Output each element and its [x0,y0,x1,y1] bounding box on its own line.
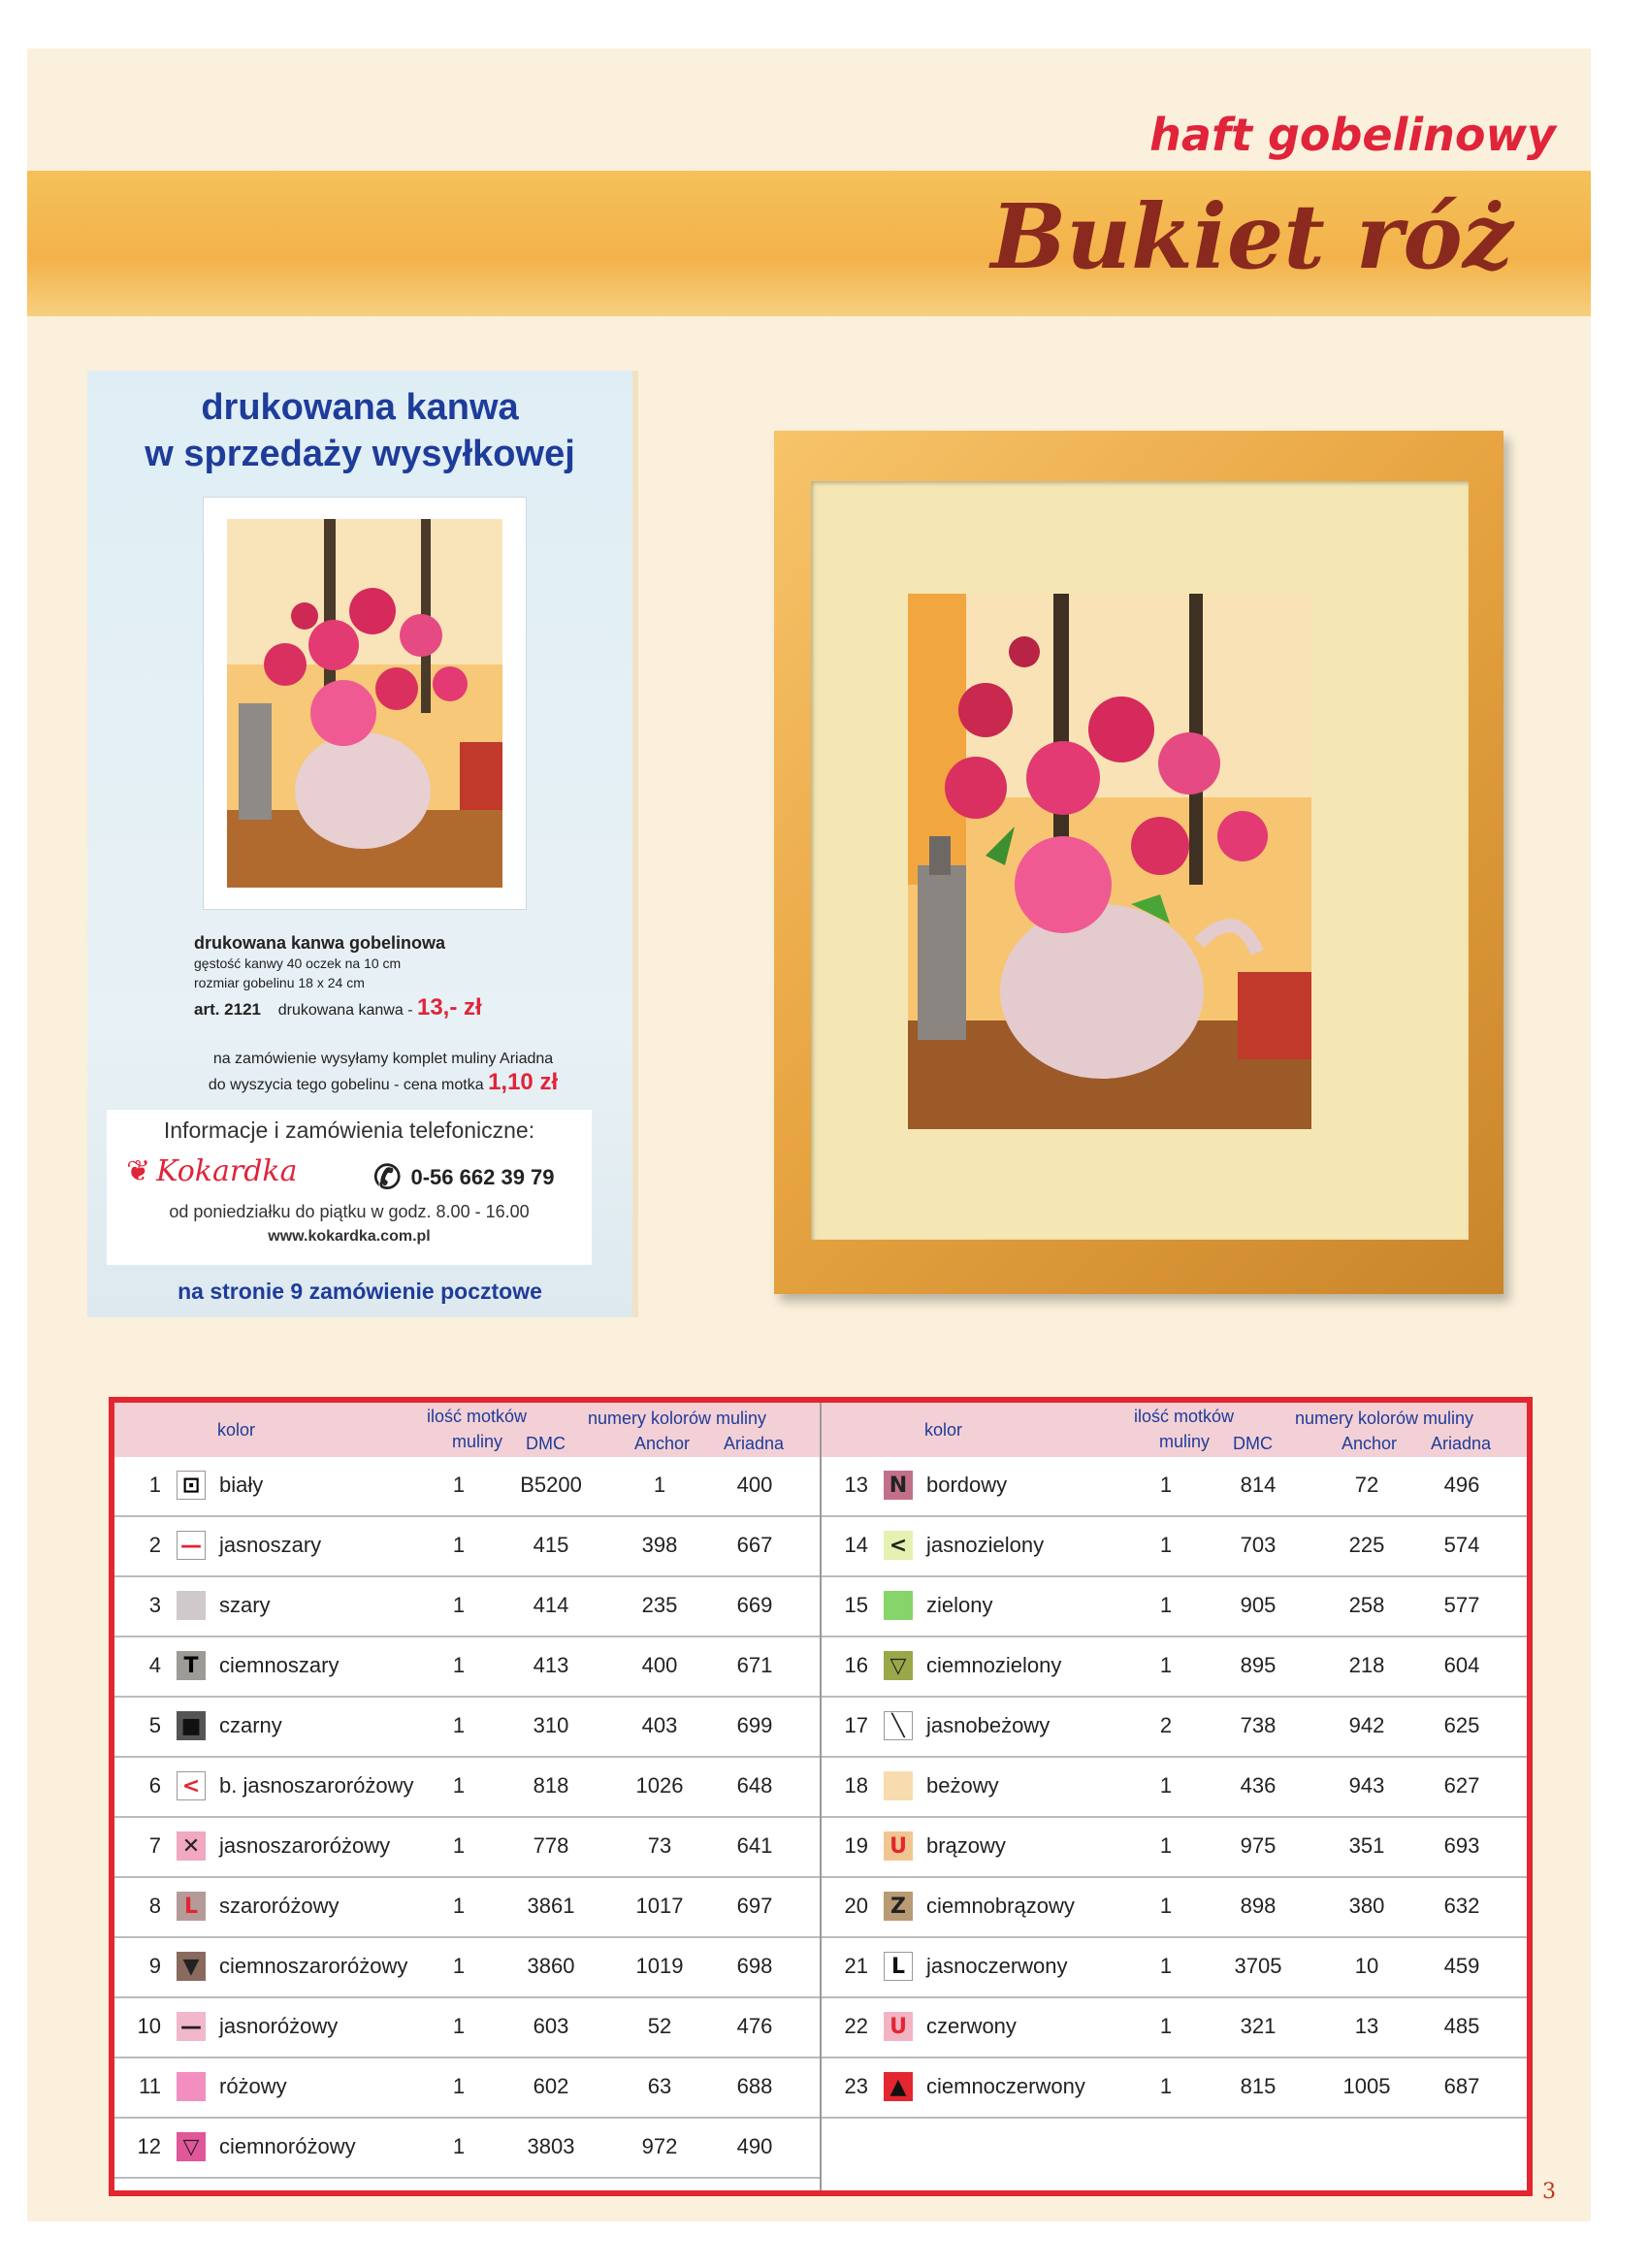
table-row [114,2058,820,2119]
header-skeins: ilość motków [1134,1407,1235,1426]
skein-count: 1 [452,1833,466,1858]
ariadna-number: 697 [736,1894,773,1918]
row-number: 16 [844,1653,868,1677]
anchor-number: 63 [647,2074,672,2098]
skein-count: 1 [1159,1533,1173,1557]
color-name: ciemnozielony [926,1653,1062,1677]
color-symbol-swatch: ✕ [177,1831,206,1861]
color-name: jasnobeżowy [926,1713,1051,1737]
row-number: 17 [844,1713,868,1737]
color-name: ciemnobrązowy [926,1894,1075,1918]
order-line-2 [155,1071,611,1097]
color-name: jasnoróżowy [219,2014,339,2038]
color-symbol-swatch: Z [884,1892,913,1921]
dmc-number: 975 [1240,1833,1277,1858]
color-name: różowy [219,2074,287,2098]
framed-rose-bouquet-image [908,594,1311,1129]
color-name: szary [219,1593,271,1617]
picture-mat [811,481,1469,1240]
skein-count: 1 [452,1773,466,1798]
dmc-number: 603 [533,2014,569,2038]
anchor-number: 972 [641,2134,678,2158]
ariadna-number: 400 [736,1473,773,1497]
row-number: 12 [137,2134,161,2158]
anchor-number: 52 [647,2014,672,2038]
color-symbol-swatch: ⊡ [177,1471,206,1500]
color-symbol-swatch: ▽ [177,2132,206,2161]
table-row [822,1698,1527,1758]
table-row [114,1577,820,1637]
skein-count: 1 [1159,1593,1173,1617]
row-number: 23 [844,2074,868,2098]
header-skeins: ilość motków [427,1407,528,1426]
ad-headline-line-2: w sprzedaży wysyłkowej [145,434,575,474]
skein-count: 1 [452,1533,466,1557]
color-symbol-swatch: N [884,1471,913,1500]
ariadna-number: 671 [736,1653,773,1677]
dmc-number: 602 [533,2074,569,2098]
color-name: czerwony [926,2014,1017,2038]
table-row [114,1938,820,1998]
anchor-number: 1019 [635,1954,684,1978]
color-name: jasnoczerwony [926,1954,1068,1978]
brand-logo [126,1154,297,1188]
row-number: 13 [844,1473,868,1497]
row-number: 21 [844,1954,868,1978]
table-row [822,1938,1527,1998]
table-body-right [822,1457,1527,2119]
header-ariadna: Ariadna [724,1434,785,1453]
dmc-number: 3860 [527,1954,575,1978]
product-name: drukowana kanwa gobelinowa [194,933,446,953]
ad-headline-line-1: drukowana kanwa [201,387,519,428]
picture-frame [774,431,1504,1294]
dmc-number: 310 [533,1713,569,1737]
color-name: ciemnoszaroróżowy [219,1954,408,1978]
color-symbol-swatch: L [177,1892,206,1921]
article-line [194,994,611,1021]
ariadna-number: 641 [736,1833,773,1858]
color-name: brązowy [926,1833,1006,1858]
skein-count: 1 [1159,2074,1173,2098]
color-symbol-swatch: T [177,1651,206,1680]
header-dmc: DMC [1233,1434,1273,1453]
row-number: 4 [148,1653,161,1677]
anchor-number: 403 [641,1713,678,1737]
anchor-number: 72 [1354,1473,1379,1497]
dmc-number: 905 [1240,1593,1277,1617]
row-number: 18 [844,1773,868,1798]
order-line-1: na zamówienie wysyłamy komplet muliny Ariadna [212,1051,554,1067]
table-row [822,1577,1527,1637]
ariadna-number: 698 [736,1954,773,1978]
anchor-number: 400 [641,1653,678,1677]
row-number: 8 [148,1894,161,1918]
anchor-number: 1005 [1342,2074,1391,2098]
ariadna-number: 604 [1443,1653,1480,1677]
ariadna-number: 693 [1443,1833,1480,1858]
anchor-number: 1 [653,1473,666,1497]
phone-number[interactable] [373,1158,555,1197]
ariadna-number: 459 [1443,1954,1480,1978]
row-number: 2 [148,1533,161,1557]
table-header-right [822,1403,1527,1457]
table-row [822,1758,1527,1818]
skein-count: 1 [452,2134,466,2158]
color-name: jasnozielony [926,1533,1045,1557]
table-row [822,1818,1527,1878]
row-number: 10 [137,2014,161,2038]
table-header-left [114,1403,820,1457]
dmc-number: B5200 [520,1473,582,1497]
skein-count: 1 [1159,1773,1173,1798]
skein-count: 1 [1159,1894,1173,1918]
ariadna-number: 577 [1443,1593,1480,1617]
skein-count: 1 [452,2014,466,2038]
table-column-right [822,1403,1527,2190]
table-row [822,1998,1527,2058]
ariadna-number: 667 [736,1533,773,1557]
page-number: 3 [1542,2180,1556,2204]
skein-count: 2 [1159,1713,1173,1737]
row-number: 1 [148,1473,161,1497]
skein-count: 1 [452,1653,466,1677]
row-number: 9 [148,1954,161,1978]
table-row [114,1758,820,1818]
ariadna-number: 699 [736,1713,773,1737]
color-symbol-swatch: ╲ [884,1711,913,1740]
table-row [114,1637,820,1698]
ariadna-number: 687 [1443,2074,1480,2098]
ariadna-number: 648 [736,1773,773,1798]
dmc-number: 414 [533,1593,569,1617]
contact-box [107,1110,592,1265]
skein-count: 1 [452,1954,466,1978]
row-number: 6 [148,1773,161,1798]
dmc-number: 3803 [527,2134,575,2158]
skein-count: 1 [1159,1653,1173,1677]
table-row [114,2119,820,2179]
color-symbol-swatch: — [177,1531,206,1560]
anchor-number: 943 [1348,1773,1385,1798]
color-symbol-swatch: ▲ [884,2072,913,2101]
bow-icon: ❦ [126,1155,151,1187]
canvas-density: gęstość kanwy 40 oczek na 10 cm [194,956,402,971]
anchor-number: 235 [641,1593,678,1617]
color-name: czarny [219,1713,282,1737]
table-row [822,1637,1527,1698]
color-name: beżowy [926,1773,999,1798]
anchor-number: 351 [1348,1833,1385,1858]
skein-count: 1 [1159,1473,1173,1497]
anchor-number: 218 [1348,1653,1385,1677]
row-number: 19 [844,1833,868,1858]
color-name: biały [219,1473,264,1497]
anchor-number: 258 [1348,1593,1385,1617]
rose-bouquet-thumbnail [227,519,502,888]
header-numbers: numery kolorów muliny [1295,1409,1474,1428]
color-name: jasnoszaroróżowy [219,1833,391,1858]
anchor-number: 1017 [635,1894,684,1918]
ariadna-number: 627 [1443,1773,1480,1798]
row-number: 7 [148,1833,161,1858]
header-skeins-2: muliny [1159,1432,1211,1451]
color-symbol-swatch [177,1591,206,1620]
table-row [822,2058,1527,2119]
anchor-number: 13 [1354,2014,1379,2038]
thread-order-info [155,1048,611,1097]
header-dmc: DMC [526,1434,566,1453]
color-name: ciemnoróżowy [219,2134,356,2158]
page-title: Bukiet róż [990,184,1513,289]
ariadna-number: 485 [1443,2014,1480,2038]
dmc-number: 321 [1240,2014,1277,2038]
order-line-2-text: do wyszycia tego gobelinu - cena motka [208,1077,484,1093]
dmc-number: 436 [1240,1773,1277,1798]
row-number: 22 [844,2014,868,2038]
header-anchor: Anchor [634,1434,691,1453]
dmc-number: 3705 [1234,1954,1282,1978]
table-row [114,1517,820,1577]
dmc-number: 703 [1240,1533,1277,1557]
row-number: 5 [148,1713,161,1737]
ariadna-number: 688 [736,2074,773,2098]
header-numbers: numery kolorów muliny [588,1409,767,1428]
thread-color-table [109,1397,1533,2196]
skein-count: 1 [1159,1833,1173,1858]
color-name: bordowy [926,1473,1008,1497]
header-kolor: kolor [217,1420,256,1440]
dmc-number: 895 [1240,1653,1277,1677]
magazine-page [27,49,1591,2221]
skein-count: 1 [1159,1954,1173,1978]
ariadna-number: 669 [736,1593,773,1617]
color-symbol-swatch: U [884,2012,913,2041]
color-symbol-swatch: ■ [177,1711,206,1740]
color-name: zielony [926,1593,993,1617]
anchor-number: 73 [647,1833,672,1858]
color-name: ciemnoszary [219,1653,340,1677]
dmc-number: 3861 [527,1894,575,1918]
row-number: 20 [844,1894,868,1918]
color-name: b. jasnoszaroróżowy [219,1773,414,1798]
phone-number-text: 0-56 662 39 79 [410,1165,555,1189]
ariadna-number: 574 [1443,1533,1480,1557]
business-hours: od poniedziałku do piątku w godz. 8.00 - 16.00 [169,1202,530,1221]
anchor-number: 225 [1348,1533,1385,1557]
color-symbol-swatch [884,1591,913,1620]
dmc-number: 898 [1240,1894,1277,1918]
brand-name: Kokardka [156,1154,298,1188]
color-symbol-swatch: ▽ [884,1651,913,1680]
dmc-number: 778 [533,1833,569,1858]
color-symbol-swatch: < [177,1771,206,1800]
table-column-left [114,1403,822,2190]
anchor-number: 398 [641,1533,678,1557]
color-name: ciemnoczerwony [926,2074,1085,2098]
color-symbol-swatch [177,2072,206,2101]
color-symbol-swatch: ▼ [177,1952,206,1981]
website-link[interactable]: www.kokardka.com.pl [268,1228,431,1245]
price-label: drukowana kanwa - [277,1002,413,1019]
table-row [114,1878,820,1938]
table-row [114,1998,820,2058]
skein-count: 1 [452,1713,466,1737]
color-symbol-swatch [884,1771,913,1800]
header-anchor: Anchor [1342,1434,1398,1453]
header-kolor: kolor [924,1420,963,1440]
dmc-number: 738 [1240,1713,1277,1737]
table-row [822,1457,1527,1517]
dmc-number: 413 [533,1653,569,1677]
thread-price: 1,10 zł [488,1069,559,1095]
contact-heading: Informacje i zamówienia telefoniczne: [163,1118,535,1143]
table-body-left [114,1457,820,2179]
dmc-number: 415 [533,1533,569,1557]
color-name: jasnoszary [219,1533,322,1557]
canvas-price: 13,- zł [416,994,482,1021]
anchor-number: 380 [1348,1894,1385,1918]
ariadna-number: 496 [1443,1473,1480,1497]
row-number: 14 [844,1533,868,1557]
canvas-size: rozmiar gobelinu 18 x 24 cm [194,975,365,990]
table-row [822,1517,1527,1577]
skein-count: 1 [452,2074,466,2098]
ad-footer: na stronie 9 zamówienie pocztowe [178,1279,542,1304]
row-number: 11 [139,2074,161,2098]
anchor-number: 10 [1354,1954,1379,1978]
anchor-number: 942 [1348,1713,1385,1737]
canvas-thumbnail-image [204,498,526,909]
title-band [27,171,1591,316]
color-symbol-swatch: — [177,2012,206,2041]
row-number: 15 [844,1593,868,1617]
article-number: art. 2121 [194,1000,261,1019]
table-row [114,1818,820,1878]
color-symbol-swatch: U [884,1831,913,1861]
skein-count: 1 [452,1473,466,1497]
color-symbol-swatch: L [884,1952,913,1981]
ariadna-number: 632 [1443,1894,1480,1918]
category-label: haft gobelinowy [1149,109,1556,161]
dmc-number: 818 [533,1773,569,1798]
dmc-number: 815 [1240,2074,1277,2098]
header-ariadna: Ariadna [1431,1434,1492,1453]
dmc-number: 814 [1240,1473,1277,1497]
header-skeins-2: muliny [452,1432,503,1451]
skein-count: 1 [452,1894,466,1918]
mail-order-ad [87,371,638,1317]
ad-headline [87,384,632,477]
row-number: 3 [148,1593,161,1617]
anchor-number: 1026 [635,1773,684,1798]
table-row [822,1878,1527,1938]
color-symbol-swatch: < [884,1531,913,1560]
ariadna-number: 625 [1443,1713,1480,1737]
skein-count: 1 [1159,2014,1173,2038]
color-name: szaroróżowy [219,1894,340,1918]
skein-count: 1 [452,1593,466,1617]
ariadna-number: 490 [736,2134,773,2158]
ad-product-info [194,933,611,1021]
table-row [114,1698,820,1758]
phone-icon: ✆ [373,1159,402,1196]
table-row [114,1457,820,1517]
ariadna-number: 476 [736,2014,773,2038]
